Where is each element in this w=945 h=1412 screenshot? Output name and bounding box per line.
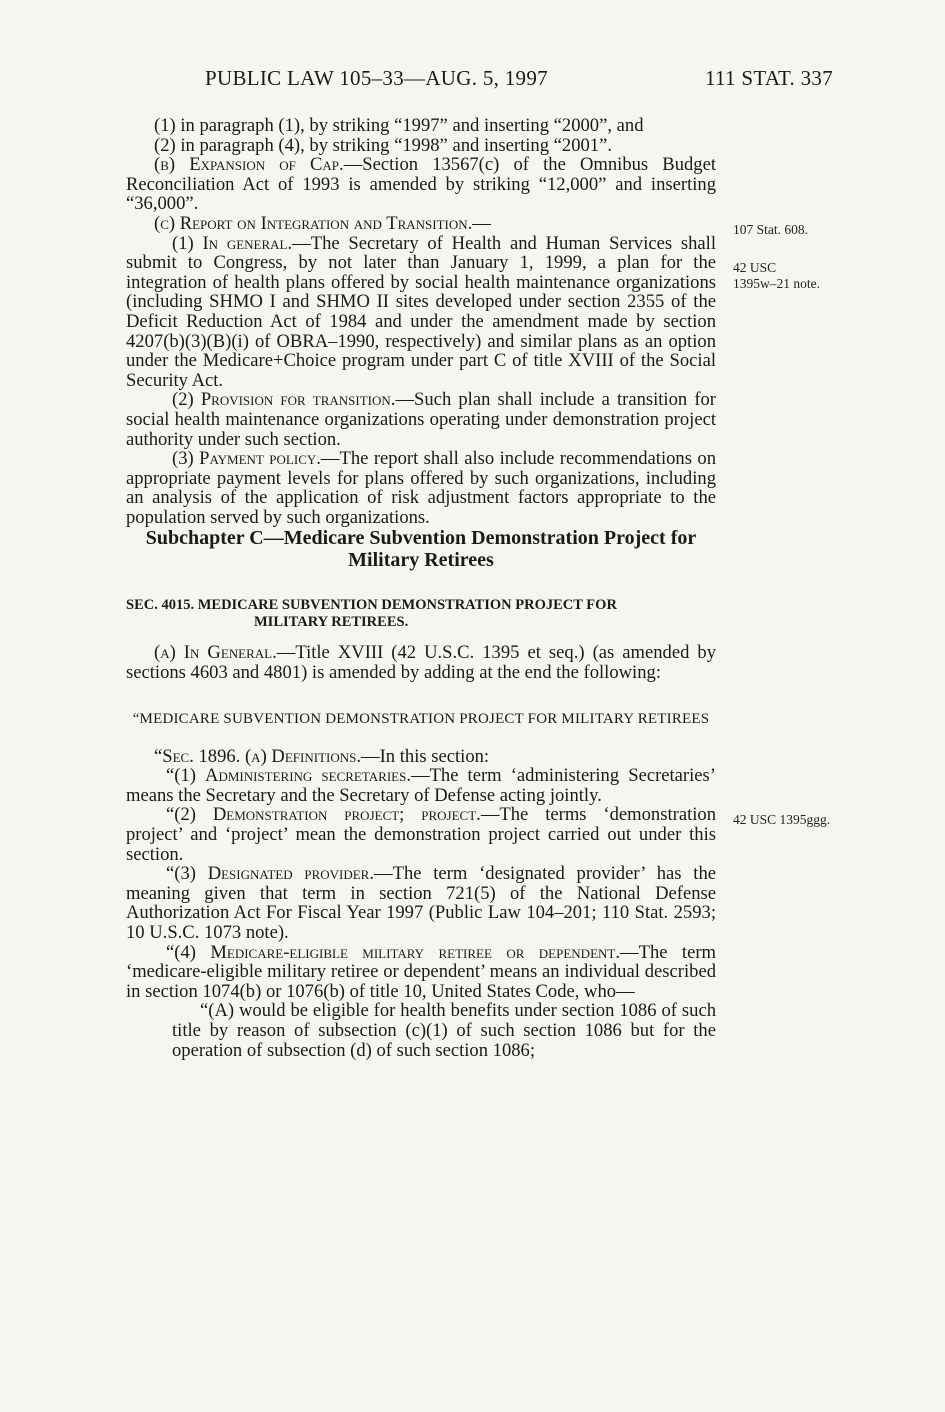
paragraph [126, 155, 716, 214]
margin-note: 42 USC 1395ggg. [733, 812, 831, 827]
paragraph-heading: Definitions. [271, 745, 361, 767]
margin-note: 107 Stat. 608. [733, 222, 809, 237]
subchapter-heading: Subchapter C—Medicare Subvention Demonstration Project for Military Retirees [145, 527, 697, 572]
paragraph-heading: Provision for transition. [200, 389, 396, 411]
paragraph [126, 864, 716, 942]
header-title: PUBLIC LAW 105–33—AUG. 5, 1997 [205, 66, 548, 90]
section-heading-line2: MILITARY RETIREES. [254, 614, 409, 631]
paragraph [126, 234, 716, 391]
running-header [0, 66, 945, 96]
paragraph-text: —The term ‘designated provider’ has the meaning given that term in section 721(5) of the National Defense Authorization Act For Fiscal Year 1997 (Public Law 104–201; 110 Stat. 2593; 10 U.S.C. 1073 note). [126, 863, 716, 943]
paragraph-number: “(1) [166, 765, 206, 787]
paragraph: (1) in paragraph (1), by striking “1997” and inserting “2000”, and [154, 115, 644, 136]
paragraph-heading: Designated provider. [207, 863, 375, 885]
paragraph-number: “(3) [166, 863, 208, 885]
paragraph-text: — [472, 212, 491, 234]
paragraph-heading: Payment policy. [199, 448, 321, 470]
paragraph-number: (3) [172, 448, 200, 470]
margin-note: 42 USC [733, 260, 777, 275]
paragraph-heading: In general. [202, 232, 293, 254]
paragraph-heading: Medicare-eligible military retiree or dependent. [210, 941, 620, 963]
paragraph-heading: (a) In General. [154, 642, 277, 664]
paragraph-number: “(2) [166, 804, 213, 826]
quoted-section-heading: “MEDICARE SUBVENTION DEMONSTRATION PROJECT FOR MILITARY RETIREES [132, 710, 710, 727]
paragraph-text: —The terms ‘demonstration project’ and ‘project’ mean the demonstration project carried out under this section. [126, 804, 716, 865]
paragraph-heading: (c) Report on Integration and Transition. [154, 212, 473, 234]
paragraph [126, 747, 716, 767]
section-heading-line1: SEC. 4015. MEDICARE SUBVENTION DEMONSTRATION PROJECT FOR [126, 597, 617, 614]
paragraph-text: —Section 13567(c) of the Omnibus Budget Reconciliation Act of 1993 is amended by striking “12,000” and inserting “36,000”. [126, 154, 717, 215]
header-stat-page: 111 STAT. 337 [705, 66, 834, 90]
paragraph-text: —The term ‘administering Secretaries’ means the Secretary and the Secretary of Defense acting jointly. [126, 765, 716, 806]
paragraph-text: —The term ‘medicare-eligible military retiree or dependent’ means an individual described in section 1074(b) or 1076(b) of title 10, United States Code, who— [126, 941, 716, 1002]
section-heading [126, 597, 716, 631]
paragraph [126, 943, 716, 1002]
paragraph-text: —Title XVIII (42 U.S.C. 1395 et seq.) (as amended by sections 4603 and 4801) is amended by adding at the end the following: [126, 642, 717, 684]
paragraph-text: —The Secretary of Health and Human Services shall submit to Congress, by not later than January 1, 1999, a plan for the integration of health plans offered by social health maintenance organizations (including SHMO I and SHMO II sites developed under section 2355 of the Deficit Reduction Act of 1984 and under the amendment made by section 4207(b)(3)(B)(i) of OBRA–1990, respectively) and similar plans as an option under the Medicare+Choice program under part C of title XVIII of the Social Security Act. [126, 232, 716, 391]
paragraph-text: —In this section: [361, 745, 490, 767]
paragraph: (2) in paragraph (4), by striking “1998” and inserting “2001”. [154, 134, 612, 156]
paragraph-text: —Such plan shall include a transition for social health maintenance organizations operating under demonstration project authority under such section. [126, 389, 716, 450]
margin-note: 1395w–21 note. [733, 276, 820, 291]
paragraph [126, 390, 716, 449]
paragraph [126, 643, 716, 682]
paragraph-heading: Demonstration project; project. [212, 804, 481, 826]
paragraph-lead: “Sec. 1896. (a) [154, 745, 272, 767]
paragraph-number: (1) [172, 232, 203, 254]
subparagraph: “(A) would be eligible for health benefits under section 1086 of such title by reason of subsection (c)(1) of such section 1086 but for the operation of subsection (d) of such section 1086; [172, 1000, 716, 1061]
paragraph-text: —The report shall also include recommendations on appropriate payment levels for plans offered by such organizations, including an analysis of the application of risk adjustment factors appropriate to the population served by such organizations. [126, 448, 716, 528]
paragraph [126, 805, 716, 864]
paragraph-number: “(4) [166, 941, 211, 963]
paragraph-number: (2) [172, 389, 201, 411]
paragraph [126, 766, 716, 805]
body-column [126, 116, 716, 1060]
paragraph-heading: (b) Expansion of Cap. [154, 154, 344, 176]
paragraph-heading: Administering secretaries. [205, 765, 411, 787]
paragraph [126, 449, 716, 527]
paragraph [126, 214, 716, 234]
